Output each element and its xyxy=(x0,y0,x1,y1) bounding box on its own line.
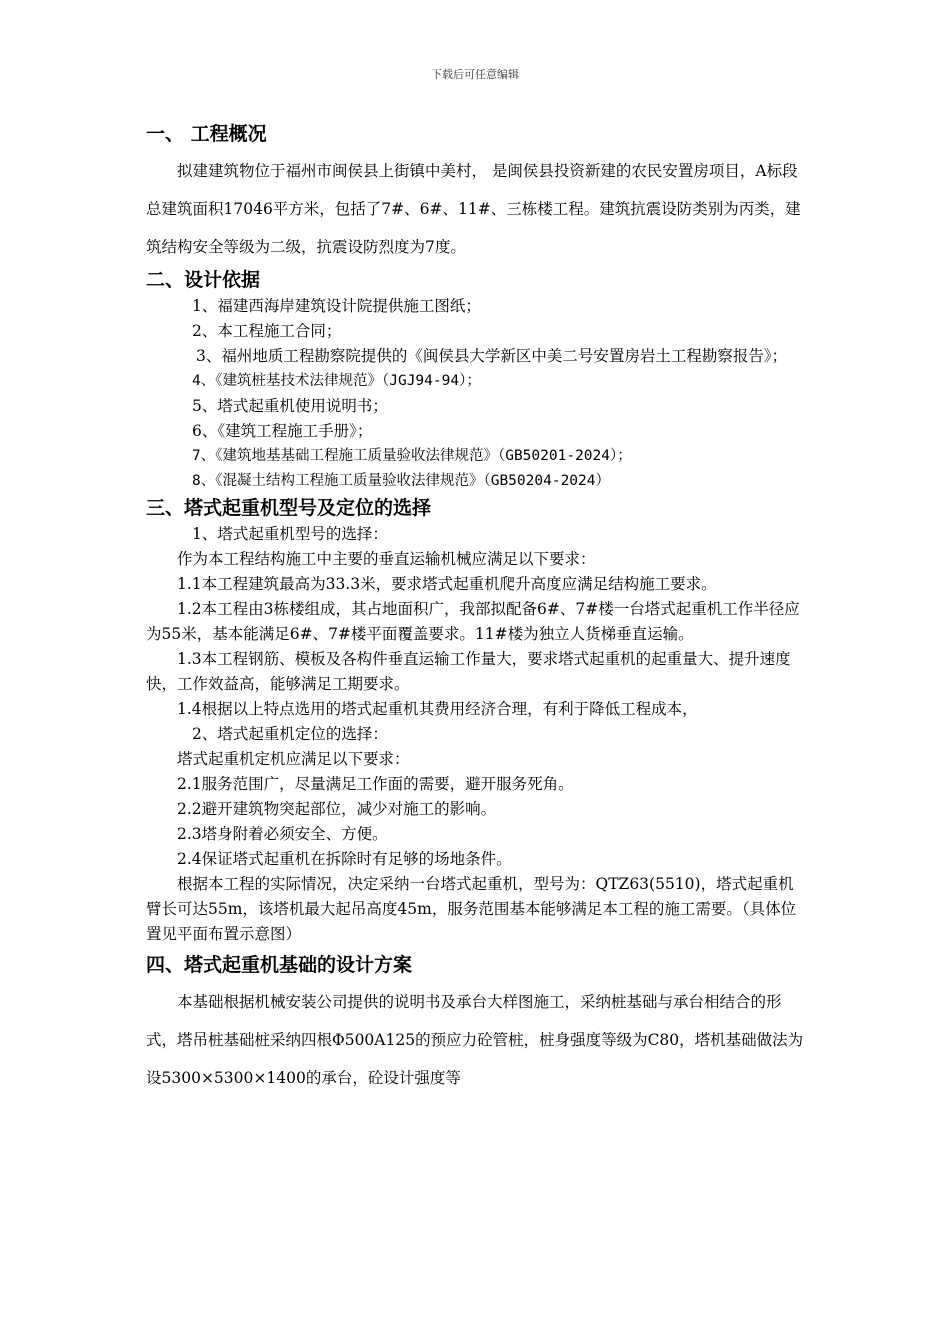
paragraph: 2.3塔身附着必须安全、方便。 xyxy=(177,825,388,843)
design-basis-list xyxy=(146,294,806,494)
list-item: 8、《混凝土结构工程施工质量验收法律规范》（GB50204-2024） xyxy=(192,473,610,489)
paragraph: 1.4根据以上特点选用的塔式起重机其费用经济合理，有利于降低工程成本， xyxy=(177,700,698,718)
list-item: 1、福建西海岸建筑设计院提供施工图纸； xyxy=(192,297,481,315)
subsection-1-heading: 1、塔式起重机型号的选择： xyxy=(192,525,388,543)
paragraph: 根据本工程的实际情况，决定采纳一台塔式起重机，型号为：QTZ63(5510)，塔式起重机臂长可达55m，该塔机最大起吊高度45m，服务范围基本能够满足本工程的施工需要。（具体位置见平面布置示意图） xyxy=(146,875,797,943)
section-1-title: 一、 工程概况 xyxy=(146,123,267,145)
section-4-title: 四、塔式起重机基础的设计方案 xyxy=(146,954,413,976)
list-item: 2、本工程施工合同； xyxy=(192,322,342,340)
section-2-title: 二、设计依据 xyxy=(146,269,261,291)
paragraph: 2.2避开建筑物突起部位，减少对施工的影响。 xyxy=(177,800,497,818)
page-header: 下载后可任意编辑 xyxy=(431,68,519,81)
paragraph: 1.3本工程钢筋、模板及各构件垂直运输工作量大，要求塔式起重机的起重量大、提升速度快，工作效益高，能够满足工期要求。 xyxy=(146,650,791,693)
section-1-body: 拟建建筑物位于福州市闽侯县上街镇中美村， 是闽侯县投资新建的农民安置房项目，A标段总建筑面积17046平方米，包括了7#、6#、11#、三栋楼工程。建筑抗震设防类别为丙类，建筑结构安全等级为二级，抗震设防烈度为7度。 xyxy=(146,162,801,256)
list-item: 3、福州地质工程勘察院提供的《闽侯县大学新区中美二号安置房岩土工程勘察报告》； xyxy=(196,347,788,365)
list-item: 6、《建筑工程施工手册》； xyxy=(192,422,373,440)
subsection-2-heading: 2、塔式起重机定位的选择： xyxy=(192,725,388,743)
document-body xyxy=(146,120,806,1097)
section-3-title: 三、塔式起重机型号及定位的选择 xyxy=(146,497,432,519)
paragraph: 作为本工程结构施工中主要的垂直运输机械应满足以下要求： xyxy=(177,550,596,568)
paragraph: 2.4保证塔式起重机在拆除时有足够的场地条件。 xyxy=(177,850,512,868)
paragraph: 1.1本工程建筑最高为33.3米，要求塔式起重机爬升高度应满足结构施工要求。 xyxy=(177,575,717,593)
section-4-body: 本基础根据机械安装公司提供的说明书及承台大样图施工，采纳桩基础与承台相结合的形式，塔吊桩基础桩采纳四根Φ500A125的预应力砼管桩，桩身强度等级为C80，塔机基础做法为设5300×5300×1400的承台，砼设计强度等 xyxy=(146,993,804,1087)
list-item: 5、塔式起重机使用说明书； xyxy=(192,397,388,415)
paragraph: 塔式起重机定机应满足以下要求： xyxy=(177,750,410,768)
paragraph: 1.2本工程由3栋楼组成，其占地面积广，我部拟配备6#、7#楼一台塔式起重机工作半径应为55米，基本能满足6#、7#楼平面覆盖要求。11#楼为独立人货梯垂直运输。 xyxy=(146,600,800,643)
list-item: 7、《建筑地基基础工程施工质量验收法律规范》（GB50201-2024）； xyxy=(192,448,632,464)
list-item: 4、《建筑桩基技术法律规范》（JGJ94-94）； xyxy=(192,373,481,389)
paragraph: 2.1服务范围广，尽量满足工作面的需要，避开服务死角。 xyxy=(177,775,574,793)
